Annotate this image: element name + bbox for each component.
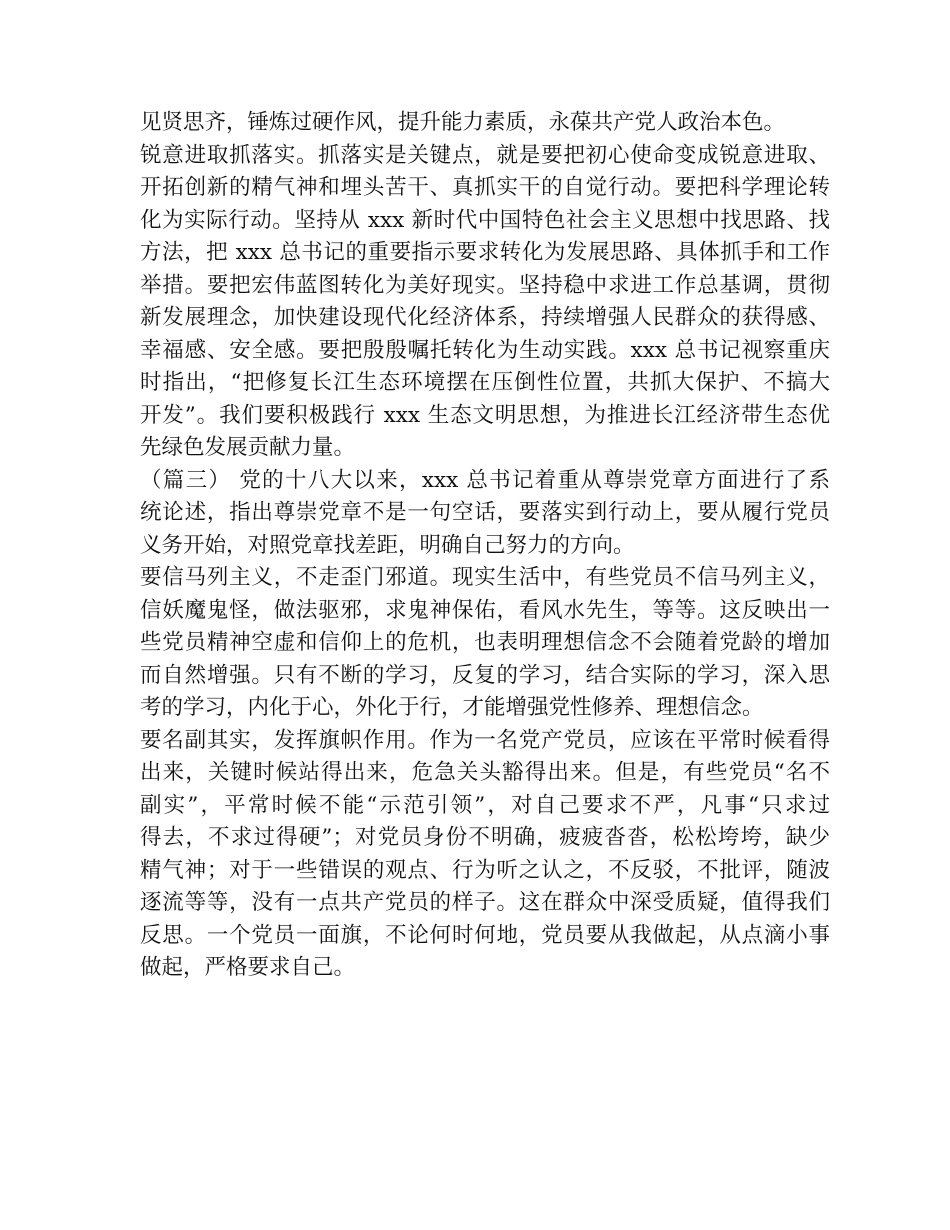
- text-line: 精气神；对于一些错误的观点、行为听之认之，不反驳，不批评，随波: [140, 857, 830, 883]
- text-line: 统论述，指出尊崇党章不是一句空话，要落实到行动上，要从履行党员: [140, 500, 830, 525]
- text-line: 副实”，平常时候不能“示范引领”，对自己要求不严，凡事“只求过: [140, 792, 830, 818]
- text-line: 些党员精神空虚和信仰上的危机，也表明理想信念不会随着党龄的增加: [140, 630, 830, 655]
- text-line: 做起，严格要求自己。: [140, 955, 356, 980]
- text-line: 要信马列主义，不走歪门邪道。现实生活中，有些党员不信马列主义，: [140, 565, 830, 590]
- text-line: 新发展理念，加快建设现代化经济体系，持续增强人民群众的获得感、: [140, 305, 830, 330]
- text-line: 先绿色发展贡献力量。: [140, 435, 356, 460]
- text-line: 开发”。我们要积极践行 xxx 生态文明思想，为推进长江经济带生态优: [140, 402, 830, 428]
- text-line: 而自然增强。只有不断的学习，反复的学习，结合实际的学习，深入思: [140, 662, 830, 688]
- text-line: 得去，不求过得硬”；对党员身份不明确，疲疲沓沓，松松垮垮，缺少: [140, 825, 830, 850]
- text-line: 化为实际行动。坚持从 xxx 新时代中国特色社会主义思想中找思路、找: [140, 207, 830, 233]
- document-body: [140, 107, 830, 985]
- text-line: 要名副其实，发挥旗帜作用。作为一名党产党员，应该在平常时候看得: [140, 727, 830, 753]
- text-line: 反思。一个党员一面旗，不论何时何地，党员要从我做起，从点滴小事: [140, 922, 830, 948]
- text-line: 考的学习，内化于心，外化于行，才能增强党性修养、理想信念。: [140, 695, 764, 720]
- text-line: 方法，把 xxx 总书记的重要指示要求转化为发展思路、具体抓手和工作: [140, 240, 830, 265]
- text-line: 出来，关键时候站得出来，危急关头豁得出来。但是，有些党员“名不: [140, 760, 830, 785]
- text-line: 锐意进取抓落实。抓落实是关键点，就是要把初心使命变成锐意进取、: [140, 142, 830, 168]
- text-line: 信妖魔鬼怪，做法驱邪，求鬼神保佑，看风水先生，等等。这反映出一: [140, 597, 830, 623]
- text-line: 举措。要把宏伟蓝图转化为美好现实。坚持稳中求进工作总基调，贯彻: [140, 272, 830, 298]
- text-line: 逐流等等，没有一点共产党员的样子。这在群众中深受质疑，值得我们: [140, 890, 830, 915]
- text-line: 幸福感、安全感。要把殷殷嘱托转化为生动实践。xxx 总书记视察重庆: [140, 337, 830, 363]
- text-line: 时指出，“把修复长江生态环境摆在压倒性位置，共抓大保护、不搞大: [140, 370, 830, 395]
- text-line: 开拓创新的精气神和埋头苦干、真抓实干的自觉行动。要把科学理论转: [140, 175, 830, 200]
- text-line: 义务开始，对照党章找差距，明确自己努力的方向。: [140, 532, 635, 558]
- text-line: （篇三） 党的十八大以来，xxx 总书记着重从尊崇党章方面进行了系: [140, 467, 830, 493]
- text-line: 见贤思齐，锤炼过硬作风，提升能力素质，永葆共产党人政治本色。: [140, 110, 786, 135]
